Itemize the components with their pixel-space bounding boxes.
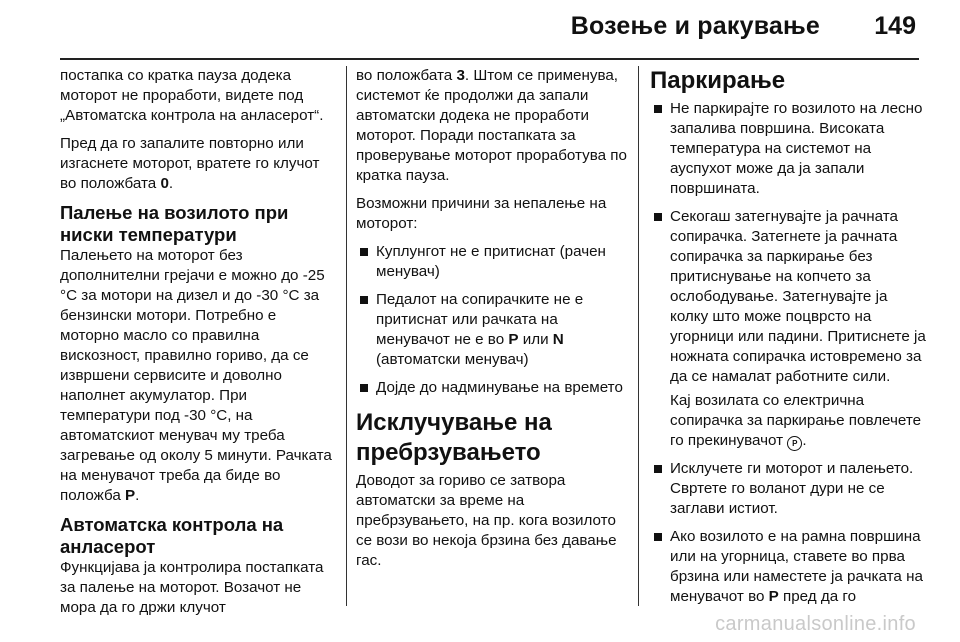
list-item: Дојде до надминување на времето [356,378,635,398]
parking-brake-icon: P [787,436,802,451]
paragraph [60,246,337,506]
header-rule [60,58,919,60]
heading-auto-starter: Автоматска контрола на анласерот [60,514,284,557]
list-item [650,527,928,607]
text: (автоматски менувач) [376,351,529,368]
gear-position: P [508,331,519,348]
column-divider [346,66,347,606]
text: . [802,432,807,449]
column-2 [356,66,635,610]
column-1 [60,66,337,616]
column-3 [650,66,928,610]
column-divider [638,66,639,606]
section-title: Возење и ракување [570,12,820,40]
bullet-list [650,99,928,387]
paragraph [650,391,928,451]
gear-position: N [552,331,564,348]
text: . [135,487,140,504]
paragraph: Доводот за гориво се затвора автоматски за време на пребрзувањето, на пр. кога возилото се вози во некоја брзина без давање гас. [356,472,617,569]
gear-position: P [125,487,136,504]
text: Кај возилата со електрична сопирачка за паркирање повлечете го прекинувачот [670,392,922,449]
bullet-list [356,242,635,398]
paragraph: Функцијава ја контролира постапката за палење на моторот. Возачот не мора да го држи клучот [60,559,324,616]
text: Палењето на моторот без дополнителни грејачи е можно до -25 °C за мотори на дизел и до -30 °C за бензински мотори. Потребно е моторно масло со правилна вискозност, правилно гориво, да се извршени сервисите и доволно наполнет акумулатор. При температури под -30 °C, на автоматскиот менувач му треба загревање од околу 5 минути. Рачката на менувачот треба да биде во положба [60,247,332,504]
text: . [168,175,174,192]
paragraph [60,134,337,194]
heading-parking: Паркирање [650,67,786,94]
text: Пред да го запалите повторно или изгаснете моторот, вратете го клучот во положбата [60,135,320,192]
list-item [356,290,635,370]
watermark: carmanualsonline.info [715,613,916,635]
list-item: Исклучете ги моторот и палењето. Свртете го воланот дури не се заглави истиот. [650,459,928,519]
key-position: 0 [160,175,169,192]
list-item: Куплунгот не е притиснат (рачен менувач) [356,242,635,282]
list-item: Секогаш затегнувајте ја рачната сопирачка. Затегнете ја рачната сопирачка за паркирање без притиснување на копчето за ослободување. Затегнувајте ја колку што може поцврсто на угорници или падини. Притиснете ја ножната сопирачка истовремено за да се намалат работните сили. [650,207,928,387]
key-position: 3 [456,67,465,84]
gear-position: P [768,588,779,605]
heading-fuel-cutoff: Исклучување на пребрзувањето [356,409,552,466]
heading-cold-start: Палење на возилото при ниски температури [60,202,289,245]
page-number: 149 [874,12,916,40]
text: пред да го [778,588,857,605]
text: или [518,331,553,348]
paragraph [356,66,635,186]
bullet-list [650,459,928,607]
text: Ако возилото е на рамна површина или на угорница, ставете во прва брзина или наместете ја рачката на менувачот во [670,528,923,605]
paragraph: Возможни причини за непалење на моторот: [356,195,607,232]
list-item: Не паркирајте го возилото на лесно запалива површина. Високата температура на системот на ауспухот може да ја запали површината. [650,99,928,199]
text: . Штом се применува, системот ќе продолжи да запали автоматски додека не проработи моторот. Поради постапката за проверување моторот проработува по кратка пауза. [356,67,627,184]
paragraph: постапка со кратка пауза додека моторот не проработи, видете под „Автоматска контрола на анласерот“. [60,67,324,124]
text: Педалот на сопирачките не е притиснат или рачката на менувачот не е во [376,291,584,348]
text: во положбата [356,67,457,84]
